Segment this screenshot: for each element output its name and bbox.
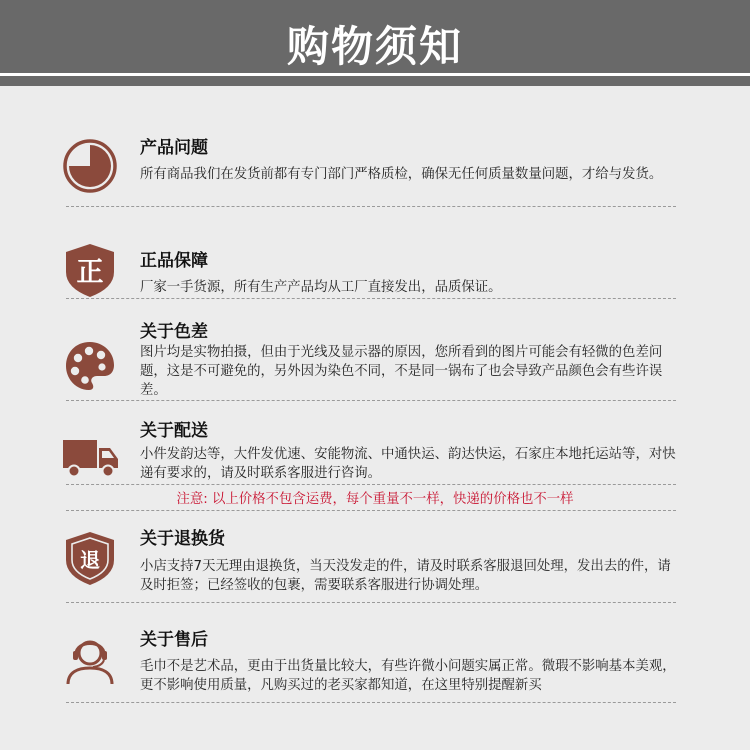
divider: [66, 602, 676, 603]
section-title: 关于色差: [140, 322, 208, 342]
section-title: 正品保障: [140, 251, 208, 271]
shield-glyph: 正: [76, 257, 104, 288]
header-rule: [0, 73, 750, 76]
pie-chart-icon: [62, 138, 118, 194]
section-body: 所有商品我们在发货前都有专门部门严格质检，确保无任何质量数量问题，才给与发货。: [140, 167, 663, 182]
divider: [66, 206, 676, 207]
section-title: 关于退换货: [140, 529, 225, 549]
divider: [66, 702, 676, 703]
genuine-shield-icon: [62, 242, 118, 298]
section-body: 毛巾不是艺术品，更由于出货量比较大，有些许微小问题实属正常。微瑕不影响基本美观，更不影响使用质量，凡购买过的老买家都知道，在这里特别提醒新买: [140, 659, 676, 693]
header-banner: [0, 0, 750, 86]
customer-service-icon: [62, 630, 118, 686]
section-body: 小店支持7天无理由退换货，当天没发走的件，请及时联系客服退回处理，发出去的件，请及时拒签；已经签收的包裹，需要联系客服进行协调处理。: [140, 559, 671, 593]
truck-icon: [62, 434, 120, 478]
return-shield-icon: [62, 530, 118, 586]
section-title: 关于售后: [140, 630, 208, 650]
divider: [66, 510, 676, 511]
section-title: 关于配送: [140, 421, 208, 441]
page-title: 购物须知: [286, 22, 463, 71]
palette-icon: [62, 338, 118, 394]
divider: [66, 298, 676, 299]
section-body: 小件发韵达等，大件发优速、安能物流、中通快运、韵达快运，石家庄本地托运站等，对快递有要求的，请及时联系客服进行咨询。: [140, 447, 676, 481]
shield-glyph: 退: [80, 548, 100, 572]
divider: [66, 400, 676, 401]
section-body: 图片均是实物拍摄，但由于光线及显示器的原因，您所看到的图片可能会有轻微的色差问题，这是不可避免的，另外因为染色不同，不是同一锅布了也会导致产品颜色会有些许误差。: [140, 345, 663, 398]
divider: [66, 484, 676, 485]
section-body: 厂家一手货源，所有生产产品均从工厂直接发出，品质保证。: [140, 280, 502, 295]
shipping-notice: 注意: 以上价格不包含运费，每个重量不一样，快递的价格也不一样: [176, 492, 574, 507]
section-title: 产品问题: [140, 138, 208, 158]
